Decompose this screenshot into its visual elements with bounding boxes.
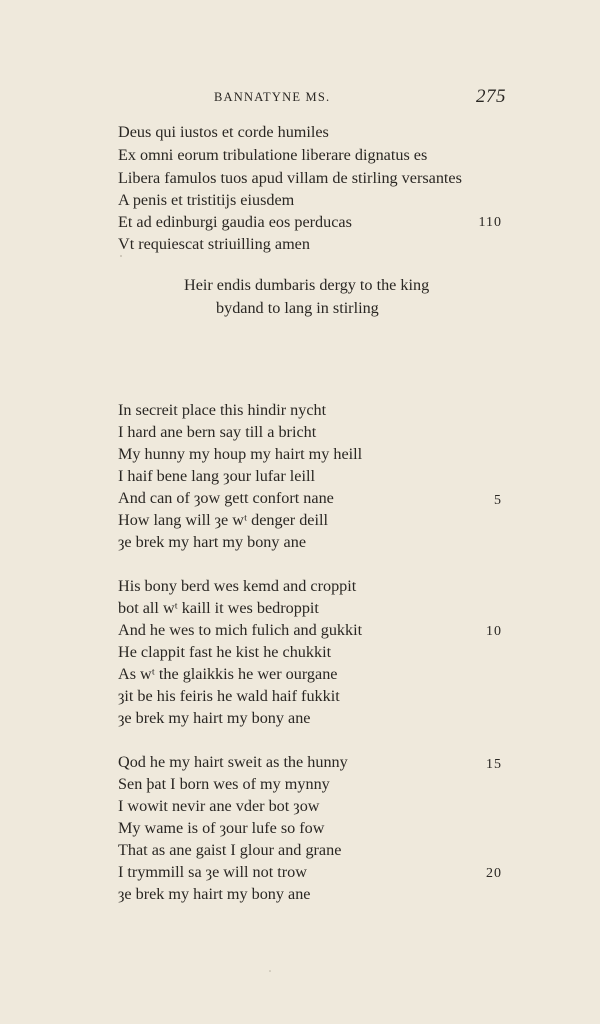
running-head: BANNATYNE MS. (214, 90, 331, 104)
verse-line: ȝit be his feiris he wald haif fukkit (118, 687, 340, 705)
verse-line: ȝe brek my hairt my bony ane (118, 709, 311, 727)
verse-line: Libera famulos tuos apud villam de stirling versantes (118, 169, 462, 187)
verse-line: His bony berd wes kemd and croppit (118, 577, 357, 595)
verse-line: Sen þat I born wes of my mynny (118, 775, 330, 793)
verse-line: My wame is of ȝour lufe so fow (118, 819, 325, 837)
verse-line: ȝe brek my hairt my bony ane (118, 885, 311, 903)
verse-line: Et ad edinburgi gaudia eos perducas (118, 213, 352, 231)
verse-line: How lang will ȝe wᵗ denger deill (118, 511, 328, 529)
verse-line: That as ane gaist I glour and grane (118, 841, 342, 859)
verse-line: My hunny my houp my hairt my heill (118, 445, 363, 463)
colophon-line: Heir endis dumbaris dergy to the king (184, 276, 430, 294)
line-number: 10 (486, 624, 502, 639)
verse-line: I trymmill sa ȝe will not trow (118, 863, 307, 881)
verse-line: And can of ȝow gett confort nane (118, 489, 334, 507)
line-number: 20 (486, 866, 502, 881)
verse-line: Deus qui iustos et corde humiles (118, 123, 329, 141)
verse-line: Qod he my hairt sweit as the hunny (118, 753, 348, 771)
page-number: 275 (476, 86, 506, 107)
verse-line: A penis et tristitijs eiusdem (118, 191, 295, 209)
colophon-line: bydand to lang in stirling (216, 299, 379, 317)
verse-line: And he wes to mich fulich and gukkit (118, 621, 363, 639)
verse-line: bot all wᵗ kaill it wes bedroppit (118, 599, 319, 617)
verse-line: Vt requiescat striuilling amen (118, 235, 310, 253)
line-number: 110 (478, 215, 502, 230)
line-number: 5 (494, 493, 502, 508)
verse-line: ȝe brek my hart my bony ane (118, 533, 306, 551)
verse-line: He clappit fast he kist he chukkit (118, 643, 332, 661)
verse-line: As wᵗ the glaikkis he wer ourgane (118, 665, 338, 683)
line-number: 15 (486, 757, 502, 772)
verse-line: I wowit nevir ane vder bot ȝow (118, 797, 320, 815)
verse-line: Ex omni eorum tribulatione liberare dignatus es (118, 146, 428, 164)
verse-line: I haif bene lang ȝour lufar leill (118, 467, 315, 485)
verse-line: In secreit place this hindir nycht (118, 401, 327, 419)
verse-line: I hard ane bern say till a bricht (118, 423, 317, 441)
